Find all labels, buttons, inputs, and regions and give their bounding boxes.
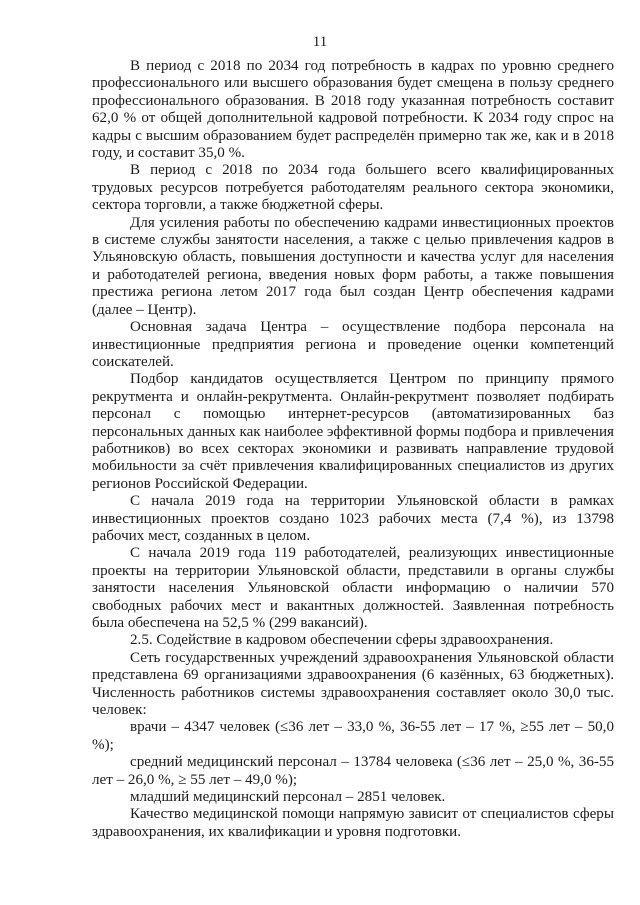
paragraph-center-creation: Для усиления работы по обеспечению кадрами инвестиционных проектов в системе службы занятости населения, а также с целью привлечения кадров в Ульяновскую область, повышения доступности и качества услуг для населения и работодателей региона, введения новых форм работы, а также повышения престижа региона летом 2017 года был создан Центр обеспечения кадрами (далее – Центр). [92, 214, 614, 318]
list-item-nurses: средний медицинский персонал – 13784 человека (≤36 лет – 25,0 %, 36-55 лет – 26,0 %, ≥ 55 лет – 49,0 %); [92, 754, 614, 788]
list-item-doctors: врачи – 4347 человек (≤36 лет – 33,0 %, 36-55 лет – 17 %, ≥55 лет – 50,0 %); [92, 719, 614, 753]
document-body [92, 58, 614, 841]
paragraph-recruitment: Подбор кандидатов осуществляется Центром по принципу прямого рекрутмента и онлайн-рекрутмента. Онлайн-рекрутмент позволяет подбирать персонал с помощью интернет-ресурсов (автоматизированных баз персональных данных как наиболее эффективной формы подбора и привлечения работников) во всех секторах экономики и развивать направление трудовой мобильности за счёт привлечения квалифицированных специалистов из других регионов Российской Федерации. [92, 371, 614, 492]
paragraph-education-demand: В период с 2018 по 2034 год потребность в кадрах по уровню среднего профессионального или высшего образования будет смещена в пользу среднего профессионального образования. В 2018 году указанная потребность составит 62,0 % от общей дополнительной кадровой потребности. К 2034 году спрос на кадры с высшим образованием будет распределён примерно так же, как и в 2018 году, и составит 35,0 %. [92, 58, 614, 162]
paragraph-employers: С начала 2019 года 119 работодателей, реализующих инвестиционные проекты на территории Ульяновской области, представили в органы службы занятости населения Ульяновской области информацию о наличии 570 свободных рабочих мест и вакантных должностей. Заявленная потребность была обеспечена на 52,5 % (299 вакансий). [92, 545, 614, 631]
paragraph-quality: Качество медицинской помощи напрямую зависит от специалистов сферы здравоохранения, их квалификации и уровня подготовки. [92, 806, 614, 840]
page-number: 11 [312, 34, 328, 50]
paragraph-healthcare-network: Сеть государственных учреждений здравоохранения Ульяновской области представлена 69 организациями здравоохранения (6 казённых, 63 бюджетных). Численность работников системы здравоохранения составляет около 30,0 тыс. человек: [92, 649, 614, 719]
paragraph-sector-demand: В период с 2018 по 2034 года большего всего квалифицированных трудовых ресурсов потребуется работодателям реального сектора экономики, сектора торговли, а также бюджетной сферы. [92, 162, 614, 214]
list-item-junior-staff: младший медицинский персонал – 2851 человек. [130, 789, 446, 806]
section-heading-healthcare: 2.5. Содействие в кадровом обеспечении сферы здравоохранения. [130, 632, 554, 649]
paragraph-jobs-created: С начала 2019 года на территории Ульяновской области в рамках инвестиционных проектов создано 1023 рабочих места (7,4 %), из 13798 рабочих мест, созданных в целом. [92, 493, 614, 544]
paragraph-center-task: Основная задача Центра – осуществление подбора персонала на инвестиционные предприятия региона и проведение оценки компетенций соискателей. [92, 319, 614, 370]
